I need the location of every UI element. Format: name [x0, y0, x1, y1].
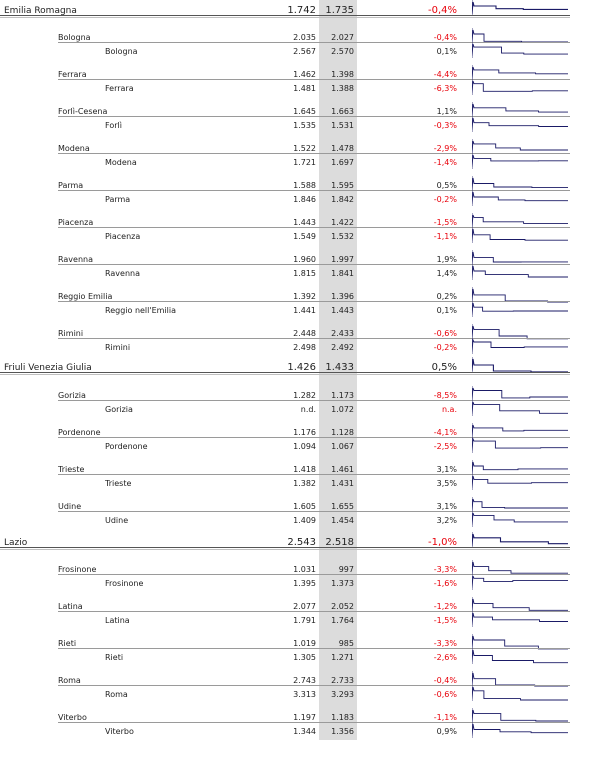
previous-value: 1.418 — [293, 465, 316, 474]
previous-value: 1.549 — [293, 232, 316, 241]
sparkline-path — [472, 388, 568, 400]
current-value: 1.183 — [331, 713, 354, 722]
sparkline-path — [472, 576, 568, 588]
percent-change: -1,1% — [433, 232, 457, 241]
sparkline-path — [472, 650, 568, 663]
city-name: Ferrara — [105, 84, 134, 93]
previous-value: 1.462 — [293, 70, 316, 79]
previous-value: 1.344 — [293, 727, 316, 736]
city-name: Frosinone — [105, 579, 144, 588]
percent-change: -8,5% — [433, 391, 457, 400]
current-value: 1.697 — [331, 158, 354, 167]
trend-sparkline — [472, 400, 572, 416]
sparkline-path — [472, 104, 568, 116]
province-name: Trieste — [58, 465, 85, 474]
previous-value: 1.605 — [293, 502, 316, 511]
current-value: 1.532 — [331, 232, 354, 241]
province-name: Rieti — [58, 639, 77, 648]
sparkline-path — [472, 462, 568, 474]
province-name: Rimini — [58, 329, 84, 338]
percent-change: -2,6% — [433, 653, 457, 662]
region-underline-light — [0, 17, 570, 18]
previous-value: 2.567 — [293, 47, 316, 56]
current-value: 1.396 — [331, 292, 354, 301]
previous-value: n.d. — [300, 405, 316, 414]
current-value: 1.663 — [331, 107, 354, 116]
trend-sparkline — [472, 722, 572, 738]
percent-change: -2,9% — [433, 144, 457, 153]
sparkline-path — [472, 303, 568, 315]
trend-sparkline — [472, 574, 572, 590]
trend-sparkline — [472, 79, 572, 95]
trend-sparkline — [472, 648, 572, 664]
percent-change: 3,2% — [436, 516, 457, 525]
trend-sparkline — [472, 474, 572, 490]
percent-change: 0,1% — [436, 306, 457, 315]
city-name: Pordenone — [105, 442, 148, 451]
previous-value: 1.409 — [293, 516, 316, 525]
percent-change: 3,1% — [436, 465, 457, 474]
sparkline-path — [472, 81, 568, 93]
percent-change: -1,0% — [427, 537, 457, 548]
current-value: 2.433 — [331, 329, 354, 338]
percent-change: 1,4% — [436, 269, 457, 278]
sparkline-path — [472, 2, 568, 14]
current-value: 2.027 — [331, 33, 354, 42]
current-value: 1.842 — [331, 195, 354, 204]
sparkline-path — [472, 326, 568, 339]
current-value: 1.388 — [331, 84, 354, 93]
percent-change: -4,4% — [433, 70, 457, 79]
sparkline-path — [472, 252, 568, 264]
previous-value: 2.498 — [293, 343, 316, 352]
province-name: Gorizia — [58, 391, 86, 400]
province-name: Bologna — [58, 33, 91, 42]
province-name: Latina — [58, 602, 83, 611]
percent-change: n.a. — [441, 405, 457, 414]
trend-sparkline — [472, 264, 572, 280]
percent-change: -0,2% — [433, 343, 457, 352]
city-name: Trieste — [105, 479, 132, 488]
percent-change: -2,5% — [433, 442, 457, 451]
city-name: Modena — [105, 158, 137, 167]
percent-change: -1,5% — [433, 218, 457, 227]
current-value: 1.356 — [331, 727, 354, 736]
previous-value: 1.094 — [293, 442, 316, 451]
current-value: 1.271 — [331, 653, 354, 662]
sparkline-path — [472, 67, 568, 79]
city-name: Ravenna — [105, 269, 140, 278]
percent-change: -0,2% — [433, 195, 457, 204]
current-value: 1.655 — [331, 502, 354, 511]
previous-value: 3.313 — [293, 690, 316, 699]
previous-value: 1.742 — [287, 5, 316, 16]
city-name: Rieti — [105, 653, 124, 662]
city-name: Viterbo — [105, 727, 134, 736]
previous-value: 2.035 — [293, 33, 316, 42]
sparkline-path — [472, 499, 568, 511]
region-name: Emilia Romagna — [4, 6, 77, 16]
sparkline-path — [472, 30, 568, 42]
city-name: Bologna — [105, 47, 138, 56]
percent-change: -0,4% — [433, 676, 457, 685]
city-name: Piacenza — [105, 232, 141, 241]
previous-value: 1.392 — [293, 292, 316, 301]
province-name: Ravenna — [58, 255, 93, 264]
percent-change: 1,9% — [436, 255, 457, 264]
current-value: 1.531 — [331, 121, 354, 130]
trend-sparkline — [472, 611, 572, 627]
previous-value: 1.197 — [293, 713, 316, 722]
sparkline-path — [472, 402, 568, 414]
previous-value: 1.721 — [293, 158, 316, 167]
province-name: Modena — [58, 144, 90, 153]
trend-sparkline — [472, 42, 572, 58]
current-value: 2.570 — [331, 47, 354, 56]
current-value: 1.764 — [331, 616, 354, 625]
sparkline-path — [472, 44, 568, 56]
current-value: 1.461 — [331, 465, 354, 474]
current-value: 2.518 — [325, 537, 354, 548]
sparkline-path — [472, 613, 568, 625]
percent-change: -0,6% — [433, 329, 457, 338]
trend-sparkline — [472, 437, 572, 453]
previous-value: 1.441 — [293, 306, 316, 315]
previous-value: 1.846 — [293, 195, 316, 204]
previous-value: 1.282 — [293, 391, 316, 400]
province-name: Forlì-Cesena — [58, 107, 108, 116]
trend-sparkline — [472, 685, 572, 701]
percent-change: 0,9% — [436, 727, 457, 736]
previous-value: 1.815 — [293, 269, 316, 278]
sparkline-path — [472, 425, 568, 437]
current-value: 1.128 — [331, 428, 354, 437]
percent-change: 3,5% — [436, 479, 457, 488]
region-underline-light — [0, 374, 570, 375]
region-underline — [0, 547, 570, 548]
sparkline-path — [472, 562, 568, 574]
percent-change: -0,6% — [433, 690, 457, 699]
province-name: Piacenza — [58, 218, 94, 227]
trend-sparkline — [472, 190, 572, 206]
sparkline-path — [472, 340, 568, 352]
sparkline-path — [472, 599, 568, 611]
province-name: Viterbo — [58, 713, 87, 722]
previous-value: 1.522 — [293, 144, 316, 153]
sparkline-path — [472, 513, 568, 525]
sparkline-path — [472, 118, 568, 130]
trend-sparkline — [472, 116, 572, 132]
previous-value: 1.176 — [293, 428, 316, 437]
city-name: Rimini — [105, 343, 131, 352]
previous-value: 1.588 — [293, 181, 316, 190]
current-value: 2.492 — [331, 343, 354, 352]
city-name: Gorizia — [105, 405, 133, 414]
current-value: 2.052 — [331, 602, 354, 611]
trend-sparkline — [472, 153, 572, 169]
trend-sparkline — [472, 511, 572, 527]
current-value: 997 — [338, 565, 354, 574]
percent-change: -3,3% — [433, 639, 457, 648]
sparkline-path — [472, 687, 568, 700]
previous-value: 1.535 — [293, 121, 316, 130]
sparkline-path — [472, 178, 568, 190]
previous-value: 1.305 — [293, 653, 316, 662]
previous-value: 2.448 — [293, 329, 316, 338]
current-value: 1.595 — [331, 181, 354, 190]
percent-change: 0,5% — [431, 362, 457, 373]
trend-sparkline — [472, 301, 572, 317]
percent-change: 1,1% — [436, 107, 457, 116]
city-name: Roma — [105, 690, 128, 699]
city-name: Reggio nell'Emilia — [105, 306, 176, 315]
current-value: 3.293 — [331, 690, 354, 699]
percent-change: -1,6% — [433, 579, 457, 588]
current-value: 1.072 — [331, 405, 354, 414]
current-value: 2.733 — [331, 676, 354, 685]
sparkline-path — [472, 359, 568, 372]
sparkline-path — [472, 724, 568, 736]
percent-change: -0,4% — [427, 5, 457, 16]
city-name: Forlì — [105, 121, 122, 130]
current-value: 1.373 — [331, 579, 354, 588]
current-value: 1.422 — [331, 218, 354, 227]
sparkline-path — [472, 141, 568, 153]
current-value: 1.398 — [331, 70, 354, 79]
trend-sparkline — [472, 227, 572, 243]
region-name: Friuli Venezia Giulia — [4, 363, 92, 373]
previous-value: 1.031 — [293, 565, 316, 574]
previous-value: 1.443 — [293, 218, 316, 227]
previous-value: 1.791 — [293, 616, 316, 625]
current-value: 1.841 — [331, 269, 354, 278]
percent-change: -3,3% — [433, 565, 457, 574]
province-name: Pordenone — [58, 428, 101, 437]
sparkline-path — [472, 534, 568, 546]
percent-change: 0,5% — [436, 181, 457, 190]
sparkline-path — [472, 229, 568, 241]
sparkline-path — [472, 192, 568, 204]
previous-value: 1.481 — [293, 84, 316, 93]
sparkline-path — [472, 636, 568, 649]
region-underline-light — [0, 549, 570, 550]
percent-change: -4,1% — [433, 428, 457, 437]
province-name: Udine — [58, 502, 82, 511]
percent-change: 3,1% — [436, 502, 457, 511]
previous-value: 1.645 — [293, 107, 316, 116]
city-name: Latina — [105, 616, 130, 625]
region-underline — [0, 15, 570, 16]
previous-value: 2.543 — [287, 537, 316, 548]
percent-change: 0,2% — [436, 292, 457, 301]
current-value: 1.478 — [331, 144, 354, 153]
region-name: Lazio — [4, 538, 28, 548]
previous-value: 1.960 — [293, 255, 316, 264]
percent-change: -1,4% — [433, 158, 457, 167]
current-value: 1.454 — [331, 516, 354, 525]
trend-sparkline — [472, 357, 572, 373]
province-name: Ferrara — [58, 70, 87, 79]
current-value: 1.443 — [331, 306, 354, 315]
sparkline-path — [472, 439, 568, 451]
province-name: Reggio Emilia — [58, 292, 113, 301]
trend-sparkline — [472, 338, 572, 354]
sparkline-path — [472, 476, 568, 488]
trend-sparkline — [472, 532, 572, 548]
city-name: Udine — [105, 516, 129, 525]
percent-change: -6,3% — [433, 84, 457, 93]
percent-change: -0,3% — [433, 121, 457, 130]
percent-change: -0,4% — [433, 33, 457, 42]
current-value: 985 — [338, 639, 354, 648]
current-value: 1.433 — [325, 362, 354, 373]
province-name: Parma — [58, 181, 84, 190]
current-value: 1.173 — [331, 391, 354, 400]
previous-value: 2.077 — [293, 602, 316, 611]
province-name: Roma — [58, 676, 81, 685]
previous-value: 1.019 — [293, 639, 316, 648]
city-name: Parma — [105, 195, 131, 204]
sparkline-path — [472, 215, 568, 227]
percent-change: 0,1% — [436, 47, 457, 56]
previous-value: 1.382 — [293, 479, 316, 488]
current-value: 1.997 — [331, 255, 354, 264]
previous-value: 2.743 — [293, 676, 316, 685]
percent-change: -1,5% — [433, 616, 457, 625]
region-underline — [0, 372, 570, 373]
trend-sparkline — [472, 0, 572, 16]
sparkline-path — [472, 710, 568, 722]
sparkline-path — [472, 155, 568, 167]
current-value: 1.431 — [331, 479, 354, 488]
sparkline-path — [472, 266, 568, 278]
province-name: Frosinone — [58, 565, 97, 574]
percent-change: -1,1% — [433, 713, 457, 722]
previous-value: 1.395 — [293, 579, 316, 588]
current-value: 1.735 — [325, 5, 354, 16]
current-value: 1.067 — [331, 442, 354, 451]
percent-change: -1,2% — [433, 602, 457, 611]
previous-value: 1.426 — [287, 362, 316, 373]
